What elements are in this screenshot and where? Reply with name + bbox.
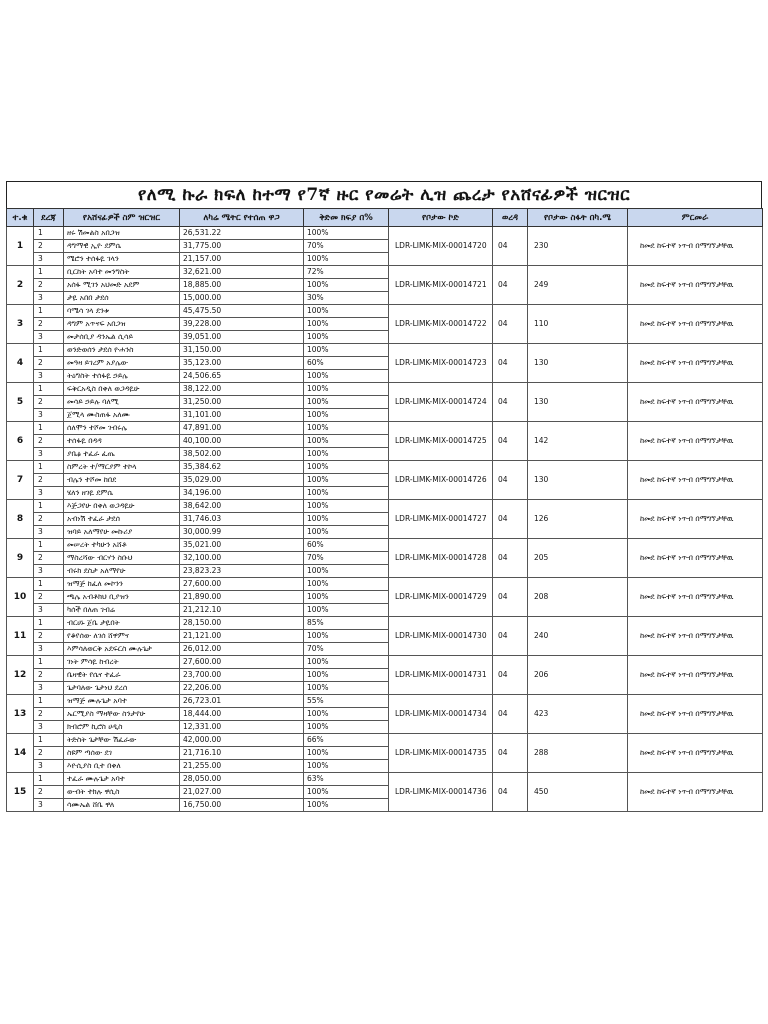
plot-code-cell: LDR-LIMK-MIX-00014729 [389,578,493,617]
header-winner-name: የአሸናፊዎች ስም ዝርዝር [64,209,180,227]
group-number: 4 [7,344,34,383]
rank-cell: 3 [34,721,64,734]
advance-cell: 100% [304,760,389,773]
winner-name-cell: ተሰፋዬ በዳዳ [64,435,180,448]
rank-cell: 1 [34,656,64,669]
rank-cell: 2 [34,240,64,253]
remark-cell: ከመደ ከፍተኛ ነጥብ በማግኘታቸዉ [628,773,763,812]
rank-cell: 2 [34,435,64,448]
price-cell: 31,250.00 [180,396,304,409]
rank-cell: 1 [34,578,64,591]
advance-cell: 100% [304,370,389,383]
advance-cell: 100% [304,279,389,292]
group-number: 8 [7,500,34,539]
rank-cell: 2 [34,318,64,331]
rank-cell: 2 [34,630,64,643]
advance-cell: 100% [304,578,389,591]
rank-cell: 2 [34,513,64,526]
rank-cell: 3 [34,448,64,461]
advance-cell: 100% [304,461,389,474]
plot-area-cell: 130 [528,383,628,422]
advance-cell: 100% [304,227,389,240]
advance-cell: 55% [304,695,389,708]
price-cell: 16,750.00 [180,799,304,812]
winner-name-cell: ጀሚላ ሙስጠፋ አለሙ [64,409,180,422]
remark-cell: ከመደ ከፍተኛ ነጥብ በማግኘታቸዉ [628,344,763,383]
advance-cell: 100% [304,409,389,422]
winner-name-cell: ሰለሞን ተሾመ ገብሩሌ [64,422,180,435]
winner-name-cell: አብነሽ ተፈራ ታደሰ [64,513,180,526]
advance-cell: 70% [304,240,389,253]
price-cell: 39,051.00 [180,331,304,344]
advance-cell: 100% [304,565,389,578]
header-plot-code: የቦታው ኮድ [389,209,493,227]
advance-cell: 100% [304,318,389,331]
advance-cell: 72% [304,266,389,279]
table-row [7,773,763,786]
advance-cell: 100% [304,604,389,617]
price-cell: 38,122.00 [180,383,304,396]
winner-name-cell: ሜሮን ተሰፋዬ ገላን [64,253,180,266]
price-cell: 27,600.00 [180,656,304,669]
table-row [7,656,763,669]
winner-name-cell: ባሜሳ ገላ ደንቱ [64,305,180,318]
advance-cell: 100% [304,331,389,344]
winner-name-cell: ማስረሻው ብርሃን ስቡህ [64,552,180,565]
advance-cell: 100% [304,630,389,643]
price-cell: 23,700.00 [180,669,304,682]
advance-cell: 100% [304,500,389,513]
advance-cell: 100% [304,721,389,734]
woreda-cell: 04 [493,617,528,656]
price-cell: 34,196.00 [180,487,304,500]
table-row [7,383,763,396]
rank-cell: 3 [34,604,64,617]
table-header-row [7,209,763,227]
price-cell: 47,891.00 [180,422,304,435]
advance-cell: 100% [304,526,389,539]
price-cell: 24,506.65 [180,370,304,383]
price-cell: 22,206.00 [180,682,304,695]
plot-code-cell: LDR-LIMK-MIX-00014736 [389,773,493,812]
price-cell: 35,021.00 [180,539,304,552]
price-cell: 42,000.00 [180,734,304,747]
header-woreda: ወረዳ [493,209,528,227]
advance-cell: 100% [304,344,389,357]
price-cell: 28,150.00 [180,617,304,630]
document-sheet [6,181,762,841]
winner-name-cell: መታሰቢያ ዳንኤል ሲሳይ [64,331,180,344]
rank-cell: 1 [34,695,64,708]
plot-code-cell: LDR-LIMK-MIX-00014721 [389,266,493,305]
price-cell: 31,101.00 [180,409,304,422]
winner-name-cell: ብርሀኑ ጀቤ ታዬበት [64,617,180,630]
plot-area-cell: 206 [528,656,628,695]
plot-area-cell: 249 [528,266,628,305]
price-cell: 35,029.00 [180,474,304,487]
rank-cell: 1 [34,539,64,552]
advance-cell: 100% [304,656,389,669]
winner-name-cell: ትድስት ጌታቸው ሽፈራው [64,734,180,747]
plot-code-cell: LDR-LIMK-MIX-00014725 [389,422,493,461]
remark-cell: ከመደ ከፍተኛ ነጥብ በማግኘታቸዉ [628,539,763,578]
woreda-cell: 04 [493,344,528,383]
plot-area-cell: 205 [528,539,628,578]
plot-code-cell: LDR-LIMK-MIX-00014727 [389,500,493,539]
winner-name-cell: መሠረት ተካሁን አሸቶ [64,539,180,552]
rank-cell: 1 [34,773,64,786]
rank-cell: 1 [34,266,64,279]
advance-cell: 100% [304,422,389,435]
remark-cell: ከመደ ከፍተኛ ነጥብ በማግኘታቸዉ [628,266,763,305]
rank-cell: 1 [34,500,64,513]
price-cell: 21,121.00 [180,630,304,643]
rank-cell: 3 [34,370,64,383]
price-cell: 40,100.00 [180,435,304,448]
winner-name-cell: ፍቅርአዲስ በቀለ ወጋዳዬሁ [64,383,180,396]
remark-cell: ከመደ ከፍተኛ ነጥብ በማግኘታቸዉ [628,305,763,344]
advance-cell: 100% [304,591,389,604]
advance-cell: 100% [304,435,389,448]
price-cell: 26,723.01 [180,695,304,708]
woreda-cell: 04 [493,461,528,500]
plot-area-cell: 110 [528,305,628,344]
woreda-cell: 04 [493,656,528,695]
advance-cell: 100% [304,513,389,526]
rank-cell: 2 [34,747,64,760]
remark-cell: ከመደ ከፍተኛ ነጥብ በማግኘታቸዉ [628,656,763,695]
price-cell: 35,384.62 [180,461,304,474]
advance-cell: 100% [304,747,389,760]
group-number: 9 [7,539,34,578]
price-cell: 35,123.00 [180,357,304,370]
table-row [7,344,763,357]
winner-name-cell: ተፈራ ሙሉጌታ አባተ [64,773,180,786]
group-number: 3 [7,305,34,344]
table-body [7,227,763,812]
plot-area-cell: 240 [528,617,628,656]
advance-cell: 100% [304,448,389,461]
plot-area-cell: 288 [528,734,628,773]
rank-cell: 3 [34,682,64,695]
advance-cell: 100% [304,474,389,487]
header-rank: ደረጃ [34,209,64,227]
plot-area-cell: 130 [528,344,628,383]
rank-cell: 3 [34,409,64,422]
winner-name-cell: ታዬ አበበ ታደሰ [64,292,180,305]
price-cell: 26,531.22 [180,227,304,240]
header-remark: ምርመራ [628,209,763,227]
woreda-cell: 04 [493,539,528,578]
woreda-cell: 04 [493,305,528,344]
group-number: 7 [7,461,34,500]
plot-area-cell: 208 [528,578,628,617]
group-number: 6 [7,422,34,461]
plot-code-cell: LDR-LIMK-MIX-00014731 [389,656,493,695]
group-number: 10 [7,578,34,617]
price-cell: 30,000.99 [180,526,304,539]
rank-cell: 3 [34,565,64,578]
winner-name-cell: ሳሙኤል ሸቤ ዋለ [64,799,180,812]
winner-name-cell: ክብሮም ኪሮስ ሀዲስ [64,721,180,734]
winner-name-cell: ብሩክ ደስታ አለማየሁ [64,565,180,578]
rank-cell: 2 [34,357,64,370]
price-cell: 39,228.00 [180,318,304,331]
plot-code-cell: LDR-LIMK-MIX-00014722 [389,305,493,344]
woreda-cell: 04 [493,227,528,266]
price-cell: 18,444.00 [180,708,304,721]
price-cell: 38,502.00 [180,448,304,461]
price-cell: 26,012.00 [180,643,304,656]
winner-name-cell: እዮሲያስ ቢተ በቀለ [64,760,180,773]
winner-name-cell: ያቤፅ ተፈራ ፈጤ [64,448,180,461]
winner-name-cell: ካሰች በለጠ ገብሬ [64,604,180,617]
plot-code-cell: LDR-LIMK-MIX-00014724 [389,383,493,422]
advance-cell: 85% [304,617,389,630]
remark-cell: ከመደ ከፍተኛ ነጥብ በማግኘታቸዉ [628,422,763,461]
winner-name-cell: ወንድወሰን ታደሰ ዮሐንስ [64,344,180,357]
winner-name-cell: ዳግም አጥናፍ አበጋዝ [64,318,180,331]
advance-cell: 60% [304,357,389,370]
advance-cell: 70% [304,643,389,656]
advance-cell: 100% [304,669,389,682]
plot-area-cell: 142 [528,422,628,461]
plot-code-cell: LDR-LIMK-MIX-00014726 [389,461,493,500]
winner-name-cell: ዝማጅ ከፈለ መኮንን [64,578,180,591]
rank-cell: 1 [34,383,64,396]
winner-name-cell: መዓዛ ይገረም አያሌው [64,357,180,370]
header-plot-area: የቦታው ስፋት በካ.ሜ [528,209,628,227]
plot-area-cell: 423 [528,695,628,734]
rank-cell: 2 [34,474,64,487]
price-cell: 31,150.00 [180,344,304,357]
woreda-cell: 04 [493,734,528,773]
price-cell: 21,157.00 [180,253,304,266]
winner-name-cell: ሄለን ዘገዬ ደምሴ [64,487,180,500]
woreda-cell: 04 [493,422,528,461]
price-cell: 18,885.00 [180,279,304,292]
woreda-cell: 04 [493,266,528,305]
price-cell: 31,746.03 [180,513,304,526]
plot-code-cell: LDR-LIMK-MIX-00014734 [389,695,493,734]
price-cell: 21,212.10 [180,604,304,617]
group-number: 2 [7,266,34,305]
remark-cell: ከመደ ከፍተኛ ነጥብ በማግኘታቸዉ [628,383,763,422]
rank-cell: 3 [34,292,64,305]
advance-cell: 100% [304,253,389,266]
plot-code-cell: LDR-LIMK-MIX-00014730 [389,617,493,656]
group-number: 5 [7,383,34,422]
advance-cell: 100% [304,682,389,695]
remark-cell: ከመደ ከፍተኛ ነጥብ በማግኘታቸዉ [628,578,763,617]
price-cell: 21,255.00 [180,760,304,773]
rank-cell: 2 [34,396,64,409]
price-cell: 45,475.50 [180,305,304,318]
rank-cell: 3 [34,331,64,344]
winner-name-cell: የቆየሰው ለገሰ ሸዋምና [64,630,180,643]
winner-name-cell: ስምረት ተ/ማርያም ተኮላ [64,461,180,474]
winner-name-cell: አሰፋ ሚገን አህመድ አደም [64,279,180,292]
rank-cell: 3 [34,760,64,773]
price-cell: 15,000.00 [180,292,304,305]
table-row [7,539,763,552]
winner-name-cell: እምሳለወርቅ አደፍርስ ሙሉጌታ [64,643,180,656]
advance-cell: 100% [304,786,389,799]
advance-cell: 60% [304,539,389,552]
table-row [7,227,763,240]
group-number: 1 [7,227,34,266]
remark-cell: ከመደ ከፍተኛ ነጥብ በማግኘታቸዉ [628,500,763,539]
advance-cell: 100% [304,396,389,409]
group-number: 14 [7,734,34,773]
price-cell: 23,823.23 [180,565,304,578]
woreda-cell: 04 [493,773,528,812]
table-row [7,500,763,513]
plot-code-cell: LDR-LIMK-MIX-00014720 [389,227,493,266]
plot-area-cell: 126 [528,500,628,539]
winner-name-cell: ትዕግስት ተሰፋዬ ኃይሌ [64,370,180,383]
rank-cell: 2 [34,279,64,292]
price-cell: 32,621.00 [180,266,304,279]
document-title: የለሚ ኩራ ክፍለ ከተማ የ7ኛ ዙር የመሬት ሊዝ ጨረታ የአሸናፊዎች ዝርዝር [6,181,762,208]
price-cell: 38,642.00 [180,500,304,513]
advance-cell: 30% [304,292,389,305]
rank-cell: 1 [34,617,64,630]
advance-cell: 100% [304,487,389,500]
header-advance-payment: ቅድመ ክፍያ በ% [304,209,389,227]
winner-name-cell: ዘሩ ሽመልስ አበጋዝ [64,227,180,240]
advance-cell: 70% [304,552,389,565]
table-row [7,422,763,435]
group-number: 13 [7,695,34,734]
rank-cell: 1 [34,305,64,318]
group-number: 15 [7,773,34,812]
remark-cell: ከመደ ከፍተኛ ነጥብ በማግኘታቸዉ [628,695,763,734]
price-cell: 28,050.00 [180,773,304,786]
group-number: 11 [7,617,34,656]
table-row [7,305,763,318]
table-row [7,695,763,708]
advance-cell: 100% [304,383,389,396]
rank-cell: 2 [34,708,64,721]
rank-cell: 2 [34,552,64,565]
price-cell: 32,100.00 [180,552,304,565]
plot-code-cell: LDR-LIMK-MIX-00014735 [389,734,493,773]
rank-cell: 2 [34,591,64,604]
price-cell: 21,716.10 [180,747,304,760]
winner-name-cell: ጫሌ አብቶክህ ቢያዝን [64,591,180,604]
winner-name-cell: ቢርከት አባተ መንግስት [64,266,180,279]
woreda-cell: 04 [493,695,528,734]
rank-cell: 2 [34,786,64,799]
rank-cell: 1 [34,422,64,435]
winner-name-cell: ብሌን ተሾመ ከበደ [64,474,180,487]
winner-name-cell: መሳይ ኃይሉ ባለሚ [64,396,180,409]
group-number: 12 [7,656,34,695]
winner-name-cell: ዳግማዊ ኢዮ ደምሴ [64,240,180,253]
advance-cell: 63% [304,773,389,786]
winner-name-cell: ጌታባለው ጌታነህ ደረሰ [64,682,180,695]
winners-table [6,208,763,812]
plot-area-cell: 230 [528,227,628,266]
rank-cell: 1 [34,461,64,474]
rank-cell: 2 [34,669,64,682]
plot-code-cell: LDR-LIMK-MIX-00014728 [389,539,493,578]
table-row [7,578,763,591]
winner-name-cell: ገነት ምሳዬ ከብረት [64,656,180,669]
winner-name-cell: እጅጋየሁ በቀለ ወጋዳዬሁ [64,500,180,513]
rank-cell: 1 [34,227,64,240]
price-cell: 21,027.00 [180,786,304,799]
winner-name-cell: ዝባይ አለማየሁ መኩሪያ [64,526,180,539]
remark-cell: ከመደ ከፍተኛ ነጥብ በማግኘታቸዉ [628,227,763,266]
winner-name-cell: ቤዛዊት የሴና ተፈራ [64,669,180,682]
rank-cell: 3 [34,253,64,266]
rank-cell: 3 [34,643,64,656]
header-number: ተ.ቁ [7,209,34,227]
rank-cell: 3 [34,526,64,539]
table-row [7,266,763,279]
woreda-cell: 04 [493,383,528,422]
remark-cell: ከመደ ከፍተኛ ነጥብ በማግኘታቸዉ [628,617,763,656]
plot-area-cell: 130 [528,461,628,500]
winner-name-cell: ኤርሚያስ ማዛቸው ስንታየሁ [64,708,180,721]
rank-cell: 1 [34,734,64,747]
plot-area-cell: 450 [528,773,628,812]
rank-cell: 1 [34,344,64,357]
advance-cell: 100% [304,708,389,721]
remark-cell: ከመደ ከፍተኛ ነጥብ በማግኘታቸዉ [628,734,763,773]
price-cell: 31,775.00 [180,240,304,253]
rank-cell: 3 [34,487,64,500]
winner-name-cell: ስዩም ጣሰው ደገ [64,747,180,760]
advance-cell: 100% [304,305,389,318]
winner-name-cell: ውብት ተክሉ ዋሲስ [64,786,180,799]
table-row [7,461,763,474]
table-row [7,734,763,747]
rank-cell: 3 [34,799,64,812]
table-row [7,617,763,630]
winner-name-cell: ዝማጅ ሙሉጌታ አባተ [64,695,180,708]
price-cell: 12,331.00 [180,721,304,734]
advance-cell: 100% [304,799,389,812]
header-price-per-sqm: ለካሬ ሜትር የተሰጠ ዋጋ [180,209,304,227]
price-cell: 27,600.00 [180,578,304,591]
woreda-cell: 04 [493,578,528,617]
remark-cell: ከመደ ከፍተኛ ነጥብ በማግኘታቸዉ [628,461,763,500]
plot-code-cell: LDR-LIMK-MIX-00014723 [389,344,493,383]
advance-cell: 66% [304,734,389,747]
price-cell: 21,890.00 [180,591,304,604]
woreda-cell: 04 [493,500,528,539]
